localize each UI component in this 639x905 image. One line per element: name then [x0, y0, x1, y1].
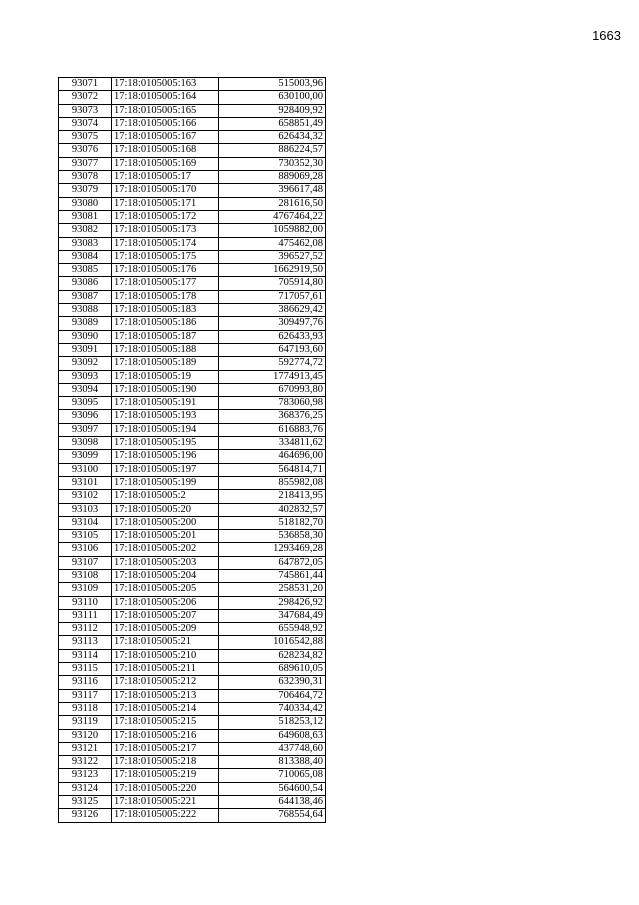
table-row — [59, 224, 326, 237]
row-number-cell: 93094 — [59, 383, 112, 396]
table-row — [59, 131, 326, 144]
table-row — [59, 317, 326, 330]
cadastral-value-cell: 768554,64 — [219, 809, 326, 822]
table-row — [59, 370, 326, 383]
row-number-cell: 93112 — [59, 623, 112, 636]
table-row — [59, 636, 326, 649]
row-number-cell: 93110 — [59, 596, 112, 609]
row-number-cell: 93090 — [59, 330, 112, 343]
table-row — [59, 157, 326, 170]
cadastral-number-cell: 17:18:0105005:186 — [112, 317, 219, 330]
table-row — [59, 663, 326, 676]
table-row — [59, 623, 326, 636]
cadastral-number-cell: 17:18:0105005:210 — [112, 649, 219, 662]
row-number-cell: 93095 — [59, 397, 112, 410]
table-row — [59, 530, 326, 543]
row-number-cell: 93086 — [59, 277, 112, 290]
row-number-cell: 93074 — [59, 117, 112, 130]
table-row — [59, 782, 326, 795]
row-number-cell: 93084 — [59, 250, 112, 263]
cadastral-number-cell: 17:18:0105005:219 — [112, 769, 219, 782]
cadastral-value-cell: 655948,92 — [219, 623, 326, 636]
row-number-cell: 93073 — [59, 104, 112, 117]
cadastral-value-cell: 518182,70 — [219, 516, 326, 529]
cadastral-value-cell: 1016542,88 — [219, 636, 326, 649]
table-row — [59, 290, 326, 303]
cadastral-number-cell: 17:18:0105005:177 — [112, 277, 219, 290]
row-number-cell: 93108 — [59, 569, 112, 582]
row-number-cell: 93077 — [59, 157, 112, 170]
table-row — [59, 144, 326, 157]
cadastral-value-cell: 783060,98 — [219, 397, 326, 410]
cadastral-number-cell: 17:18:0105005:189 — [112, 357, 219, 370]
cadastral-number-cell: 17:18:0105005:169 — [112, 157, 219, 170]
table-row — [59, 556, 326, 569]
cadastral-number-cell: 17:18:0105005:172 — [112, 210, 219, 223]
row-number-cell: 93078 — [59, 171, 112, 184]
cadastral-value-cell: 592774,72 — [219, 357, 326, 370]
cadastral-value-cell: 705914,80 — [219, 277, 326, 290]
cadastral-value-cell: 889069,28 — [219, 171, 326, 184]
row-number-cell: 93105 — [59, 530, 112, 543]
table-row — [59, 104, 326, 117]
cadastral-number-cell: 17:18:0105005:19 — [112, 370, 219, 383]
cadastral-value-cell: 1774913,45 — [219, 370, 326, 383]
table-row — [59, 809, 326, 822]
cadastral-number-cell: 17:18:0105005:220 — [112, 782, 219, 795]
table-row — [59, 463, 326, 476]
row-number-cell: 93085 — [59, 264, 112, 277]
cadastral-value-cell: 515003,96 — [219, 78, 326, 91]
cadastral-number-cell: 17:18:0105005:216 — [112, 729, 219, 742]
row-number-cell: 93091 — [59, 343, 112, 356]
row-number-cell: 93099 — [59, 450, 112, 463]
cadastral-value-cell: 813388,40 — [219, 756, 326, 769]
row-number-cell: 93119 — [59, 716, 112, 729]
cadastral-number-cell: 17:18:0105005:204 — [112, 569, 219, 582]
cadastral-value-table — [58, 77, 326, 823]
cadastral-value-cell: 670993,80 — [219, 383, 326, 396]
cadastral-value-cell: 437748,60 — [219, 742, 326, 755]
row-number-cell: 93102 — [59, 490, 112, 503]
cadastral-value-cell: 632390,31 — [219, 676, 326, 689]
row-number-cell: 93100 — [59, 463, 112, 476]
cadastral-number-cell: 17:18:0105005:163 — [112, 78, 219, 91]
table-row — [59, 264, 326, 277]
cadastral-number-cell: 17:18:0105005:17 — [112, 171, 219, 184]
row-number-cell: 93092 — [59, 357, 112, 370]
cadastral-value-cell: 1662919,50 — [219, 264, 326, 277]
cadastral-value-cell: 649608,63 — [219, 729, 326, 742]
cadastral-value-cell: 402832,57 — [219, 503, 326, 516]
cadastral-number-cell: 17:18:0105005:200 — [112, 516, 219, 529]
cadastral-value-cell: 464696,00 — [219, 450, 326, 463]
cadastral-number-cell: 17:18:0105005:212 — [112, 676, 219, 689]
cadastral-number-cell: 17:18:0105005:221 — [112, 796, 219, 809]
cadastral-value-cell: 628234,82 — [219, 649, 326, 662]
row-number-cell: 93123 — [59, 769, 112, 782]
cadastral-value-cell: 710065,08 — [219, 769, 326, 782]
row-number-cell: 93113 — [59, 636, 112, 649]
table-row — [59, 171, 326, 184]
table-row — [59, 210, 326, 223]
cadastral-number-cell: 17:18:0105005:21 — [112, 636, 219, 649]
cadastral-value-cell: 745861,44 — [219, 569, 326, 582]
cadastral-value-cell: 475462,08 — [219, 237, 326, 250]
cadastral-number-cell: 17:18:0105005:174 — [112, 237, 219, 250]
table-row — [59, 410, 326, 423]
row-number-cell: 93117 — [59, 689, 112, 702]
table-row — [59, 649, 326, 662]
cadastral-number-cell: 17:18:0105005:183 — [112, 304, 219, 317]
table-row — [59, 250, 326, 263]
row-number-cell: 93111 — [59, 609, 112, 622]
table-row — [59, 197, 326, 210]
row-number-cell: 93124 — [59, 782, 112, 795]
cadastral-number-cell: 17:18:0105005:218 — [112, 756, 219, 769]
table-row — [59, 476, 326, 489]
cadastral-number-cell: 17:18:0105005:187 — [112, 330, 219, 343]
table-row — [59, 516, 326, 529]
cadastral-value-cell: 564600,54 — [219, 782, 326, 795]
cadastral-number-cell: 17:18:0105005:213 — [112, 689, 219, 702]
row-number-cell: 93101 — [59, 476, 112, 489]
cadastral-number-cell: 17:18:0105005:171 — [112, 197, 219, 210]
cadastral-number-cell: 17:18:0105005:201 — [112, 530, 219, 543]
cadastral-value-cell: 281616,50 — [219, 197, 326, 210]
cadastral-number-cell: 17:18:0105005:175 — [112, 250, 219, 263]
cadastral-number-cell: 17:18:0105005:190 — [112, 383, 219, 396]
cadastral-value-cell: 626434,32 — [219, 131, 326, 144]
table-row — [59, 543, 326, 556]
cadastral-value-cell: 309497,76 — [219, 317, 326, 330]
row-number-cell: 93103 — [59, 503, 112, 516]
cadastral-value-cell: 616883,76 — [219, 423, 326, 436]
table-row — [59, 689, 326, 702]
cadastral-number-cell: 17:18:0105005:196 — [112, 450, 219, 463]
row-number-cell: 93080 — [59, 197, 112, 210]
row-number-cell: 93116 — [59, 676, 112, 689]
cadastral-value-cell: 4767464,22 — [219, 210, 326, 223]
table-row — [59, 569, 326, 582]
table-row — [59, 117, 326, 130]
table-row — [59, 383, 326, 396]
row-number-cell: 93114 — [59, 649, 112, 662]
cadastral-value-cell: 647193,60 — [219, 343, 326, 356]
table-row — [59, 583, 326, 596]
row-number-cell: 93079 — [59, 184, 112, 197]
table-row — [59, 729, 326, 742]
cadastral-value-cell: 298426,92 — [219, 596, 326, 609]
row-number-cell: 93115 — [59, 663, 112, 676]
cadastral-value-cell: 626433,93 — [219, 330, 326, 343]
cadastral-number-cell: 17:18:0105005:164 — [112, 91, 219, 104]
row-number-cell: 93098 — [59, 437, 112, 450]
table-row — [59, 277, 326, 290]
cadastral-value-cell: 218413,95 — [219, 490, 326, 503]
cadastral-number-cell: 17:18:0105005:188 — [112, 343, 219, 356]
table-row — [59, 716, 326, 729]
cadastral-value-cell: 258531,20 — [219, 583, 326, 596]
table-row — [59, 343, 326, 356]
cadastral-value-cell: 334811,62 — [219, 437, 326, 450]
cadastral-number-cell: 17:18:0105005:199 — [112, 476, 219, 489]
row-number-cell: 93081 — [59, 210, 112, 223]
cadastral-value-cell: 347684,49 — [219, 609, 326, 622]
cadastral-number-cell: 17:18:0105005:191 — [112, 397, 219, 410]
table-row — [59, 609, 326, 622]
table-row — [59, 397, 326, 410]
table-row — [59, 596, 326, 609]
cadastral-value-cell: 630100,00 — [219, 91, 326, 104]
cadastral-number-cell: 17:18:0105005:222 — [112, 809, 219, 822]
table-row — [59, 330, 326, 343]
row-number-cell: 93096 — [59, 410, 112, 423]
row-number-cell: 93093 — [59, 370, 112, 383]
table-row — [59, 756, 326, 769]
cadastral-value-cell: 1293469,28 — [219, 543, 326, 556]
cadastral-number-cell: 17:18:0105005:20 — [112, 503, 219, 516]
cadastral-value-cell: 855982,08 — [219, 476, 326, 489]
cadastral-number-cell: 17:18:0105005:202 — [112, 543, 219, 556]
table-row — [59, 450, 326, 463]
row-number-cell: 93126 — [59, 809, 112, 822]
cadastral-value-cell: 740334,42 — [219, 702, 326, 715]
cadastral-number-cell: 17:18:0105005:197 — [112, 463, 219, 476]
row-number-cell: 93072 — [59, 91, 112, 104]
cadastral-number-cell: 17:18:0105005:207 — [112, 609, 219, 622]
table-row — [59, 304, 326, 317]
cadastral-value-cell: 396527,52 — [219, 250, 326, 263]
row-number-cell: 93107 — [59, 556, 112, 569]
page-number: 1663 — [592, 28, 621, 43]
cadastral-number-cell: 17:18:0105005:205 — [112, 583, 219, 596]
table-row — [59, 437, 326, 450]
cadastral-value-cell: 386629,42 — [219, 304, 326, 317]
cadastral-value-cell: 886224,57 — [219, 144, 326, 157]
row-number-cell: 93082 — [59, 224, 112, 237]
table-row — [59, 91, 326, 104]
row-number-cell: 93121 — [59, 742, 112, 755]
cadastral-value-cell: 564814,71 — [219, 463, 326, 476]
row-number-cell: 93088 — [59, 304, 112, 317]
cadastral-value-cell: 368376,25 — [219, 410, 326, 423]
row-number-cell: 93071 — [59, 78, 112, 91]
row-number-cell: 93120 — [59, 729, 112, 742]
cadastral-number-cell: 17:18:0105005:2 — [112, 490, 219, 503]
cadastral-number-cell: 17:18:0105005:195 — [112, 437, 219, 450]
cadastral-number-cell: 17:18:0105005:215 — [112, 716, 219, 729]
cadastral-number-cell: 17:18:0105005:173 — [112, 224, 219, 237]
cadastral-number-cell: 17:18:0105005:206 — [112, 596, 219, 609]
cadastral-value-cell: 396617,48 — [219, 184, 326, 197]
table-row — [59, 742, 326, 755]
row-number-cell: 93097 — [59, 423, 112, 436]
row-number-cell: 93125 — [59, 796, 112, 809]
cadastral-number-cell: 17:18:0105005:178 — [112, 290, 219, 303]
cadastral-number-cell: 17:18:0105005:168 — [112, 144, 219, 157]
cadastral-value-cell: 1059882,00 — [219, 224, 326, 237]
table-row — [59, 796, 326, 809]
cadastral-number-cell: 17:18:0105005:167 — [112, 131, 219, 144]
cadastral-value-cell: 536858,30 — [219, 530, 326, 543]
cadastral-value-cell: 658851,49 — [219, 117, 326, 130]
row-number-cell: 93089 — [59, 317, 112, 330]
table-row — [59, 490, 326, 503]
cadastral-number-cell: 17:18:0105005:203 — [112, 556, 219, 569]
table-row — [59, 78, 326, 91]
row-number-cell: 93109 — [59, 583, 112, 596]
cadastral-number-cell: 17:18:0105005:166 — [112, 117, 219, 130]
row-number-cell: 93122 — [59, 756, 112, 769]
table-row — [59, 237, 326, 250]
cadastral-number-cell: 17:18:0105005:170 — [112, 184, 219, 197]
cadastral-value-cell: 730352,30 — [219, 157, 326, 170]
cadastral-value-cell: 518253,12 — [219, 716, 326, 729]
table-row — [59, 423, 326, 436]
table-row — [59, 357, 326, 370]
table-row — [59, 676, 326, 689]
cadastral-value-cell: 647872,05 — [219, 556, 326, 569]
cadastral-number-cell: 17:18:0105005:217 — [112, 742, 219, 755]
row-number-cell: 93104 — [59, 516, 112, 529]
table-row — [59, 503, 326, 516]
cadastral-number-cell: 17:18:0105005:211 — [112, 663, 219, 676]
cadastral-number-cell: 17:18:0105005:209 — [112, 623, 219, 636]
row-number-cell: 93075 — [59, 131, 112, 144]
row-number-cell: 93106 — [59, 543, 112, 556]
row-number-cell: 93118 — [59, 702, 112, 715]
cadastral-value-cell: 689610,05 — [219, 663, 326, 676]
cadastral-number-cell: 17:18:0105005:214 — [112, 702, 219, 715]
cadastral-value-cell: 717057,61 — [219, 290, 326, 303]
table-body — [59, 78, 326, 823]
cadastral-number-cell: 17:18:0105005:176 — [112, 264, 219, 277]
table-row — [59, 702, 326, 715]
table-row — [59, 769, 326, 782]
cadastral-value-cell: 706464,72 — [219, 689, 326, 702]
table-row — [59, 184, 326, 197]
cadastral-value-cell: 644138,46 — [219, 796, 326, 809]
cadastral-value-cell: 928409,92 — [219, 104, 326, 117]
row-number-cell: 93087 — [59, 290, 112, 303]
cadastral-number-cell: 17:18:0105005:165 — [112, 104, 219, 117]
row-number-cell: 93083 — [59, 237, 112, 250]
row-number-cell: 93076 — [59, 144, 112, 157]
cadastral-number-cell: 17:18:0105005:193 — [112, 410, 219, 423]
cadastral-number-cell: 17:18:0105005:194 — [112, 423, 219, 436]
